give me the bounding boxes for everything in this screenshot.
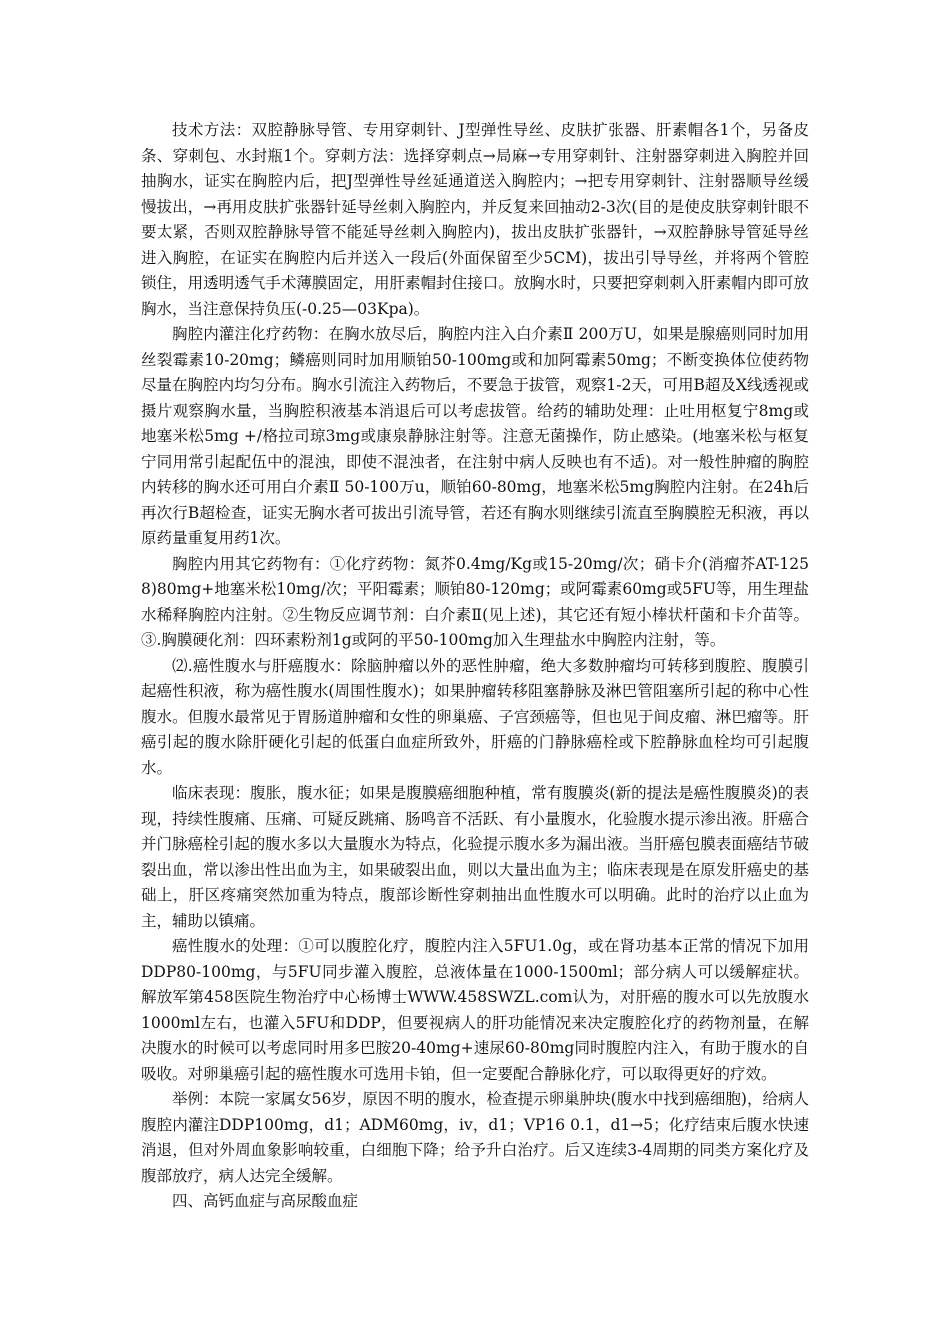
paragraph-intrapleural-chemo: 胸腔内灌注化疗药物：在胸水放尽后，胸腔内注入白介素Ⅱ 200万U，如果是腺癌则同时加用丝裂霉素10-20mg；鳞癌则同时加用顺铂50-100mg或和加阿霉素50mg；不断变换体位使药物尽量在胸腔内均匀分布。胸水引流注入药物后，不要急于拔管，观察1-2天，可用B超及X线透视或摄片观察胸水量，当胸腔积液基本消退后可以考虑拔管。给药的辅助处理：止吐用枢复宁8mg或地塞米松5mg +/格拉司琼3mg或康泉静脉注射等。注意无菌操作，防止感染。(地塞米松与枢复宁同用常引起配伍中的混浊，即使不混浊者，在注射中病人反映也有不适)。对一般性肿瘤的胸腔内转移的胸水还可用白介素Ⅱ 50-100万u，顺铂60-80mg，地塞米松5mg胸腔内注射。在24h后再次行B超检查，证实无胸水者可拔出引流导管，若还有胸水则继续引流直至胸膜腔无积液，再以原药量重复用药1次。 xyxy=(141,325,809,547)
paragraph-case-example: 举例：本院一家属女56岁，原因不明的腹水，检查提示卵巢肿块(腹水中找到癌细胞)，给病人腹腔内灌注DDP100mg，d1；ADM60mg，iv，d1；VP16 0.1，d1→5；化疗结束后腹水快速消退，但对外周血象影响较重，白细胞下降；给予升白治疗。后又连续3-4周期的同类方案化疗及腹部放疗，病人达完全缓解。 xyxy=(141,1090,809,1185)
paragraph-ascites-treatment: 癌性腹水的处理：①可以腹腔化疗，腹腔内注入5FU1.0g，或在肾功基本正常的情况下加用DDP80-100mg，与5FU同步灌入腹腔，总液体量在1000-1500ml；部分病人可以缓解症状。解放军第458医院生物治疗中心杨博士WWW.458SWZL.com认为，对肝癌的腹水可以先放腹水1000ml左右，也灌入5FU和DDP，但要视病人的肝功能情况来决定腹腔化疗的药物剂量，在解决腹水的时候可以考虑同时用多巴胺20-40mg+速尿60-80mg同时腹腔内注入，有助于腹水的自吸收。对卵巢癌引起的癌性腹水可选用卡铂，但一定要配合静脉化疗，可以取得更好的疗效。 xyxy=(141,937,809,1083)
paragraph-technique: 技术方法：双腔静脉导管、专用穿刺针、J型弹性导丝、皮肤扩张器、肝素帽各1个，另备皮条、穿刺包、水封瓶1个。穿刺方法：选择穿刺点→局麻→专用穿刺针、注射器穿刺进入胸腔并回抽胸水，证实在胸腔内后，把J型弹性导丝延通道送入胸腔内；→把专用穿刺针、注射器顺导丝缓慢拔出，→再用皮肤扩张器针延导丝刺入胸腔内，并反复来回抽动2-3次(目的是使皮肤穿刺针眼不要太紧，否则双腔静脉导管不能延导丝刺入胸腔内)，拔出皮肤扩张器针，→双腔静脉导管延导丝进入胸腔，在证实在胸腔内后并送入一段后(外面保留至少5CM)，拔出引导导丝，并将两个管腔锁住，用透明透气手术薄膜固定，用肝素帽封住接口。放胸水时，只要把穿刺刺入肝素帽内即可放胸水，当注意保持负压(-0.25—03Kpa)。 xyxy=(141,121,809,318)
paragraph-other-drugs: 胸腔内用其它药物有：①化疗药物：氮芥0.4mg/Kg或15-20mg/次；硝卡介(消瘤芥AT-1258)80mg+地塞米松10mg/次；平阳霉素；顺铂80-120mg；或阿霉素60mg或5FU等，用生理盐水稀释胸腔内注射。②生物反应调节剂：白介素Ⅱ(见上述)，其它还有短小棒状杆菌和卡介苗等。③.胸膜硬化剂：四环素粉剂1g或阿的平50-100mg加入生理盐水中胸腔内注射，等。 xyxy=(141,554,809,649)
paragraph-clinical-features: 临床表现：腹胀，腹水征；如果是腹膜癌细胞种植，常有腹膜炎(新的提法是癌性腹膜炎)的表现，持续性腹痛、压痛、可疑反跳痛、肠鸣音不活跃、有小量腹水，化验腹水提示渗出液。肝癌合并门脉癌栓引起的腹水多以大量腹水为特点，化验提示腹水多为漏出液。当肝癌包膜表面癌结节破裂出血，常以渗出性出血为主，如果破裂出血，则以大量出血为主；临床表现是在原发肝癌史的基础上，肝区疼痛突然加重为特点，腹部诊断性穿刺抽出血性腹水可以明确。此时的治疗以止血为主，辅助以镇痛。 xyxy=(141,784,809,930)
document-body xyxy=(141,118,809,1215)
paragraph-malignant-ascites: ⑵.癌性腹水与肝癌腹水：除脑肿瘤以外的恶性肿瘤，绝大多数肿瘤均可转移到腹腔、腹膜引起癌性积液，称为癌性腹水(周围性腹水)；如果肿瘤转移阻塞静脉及淋巴管阻塞所引起的称中心性腹水。但腹水最常见于胃肠道肿瘤和女性的卵巢癌、子宫颈癌等，但也见于间皮瘤、淋巴瘤等。肝癌引起的腹水除肝硬化引起的低蛋白血症所致外，肝癌的门静脉癌栓或下腔静脉血栓均可引起腹水。 xyxy=(141,656,809,777)
section-heading: 四、高钙血症与高尿酸血症 xyxy=(172,1192,359,1210)
